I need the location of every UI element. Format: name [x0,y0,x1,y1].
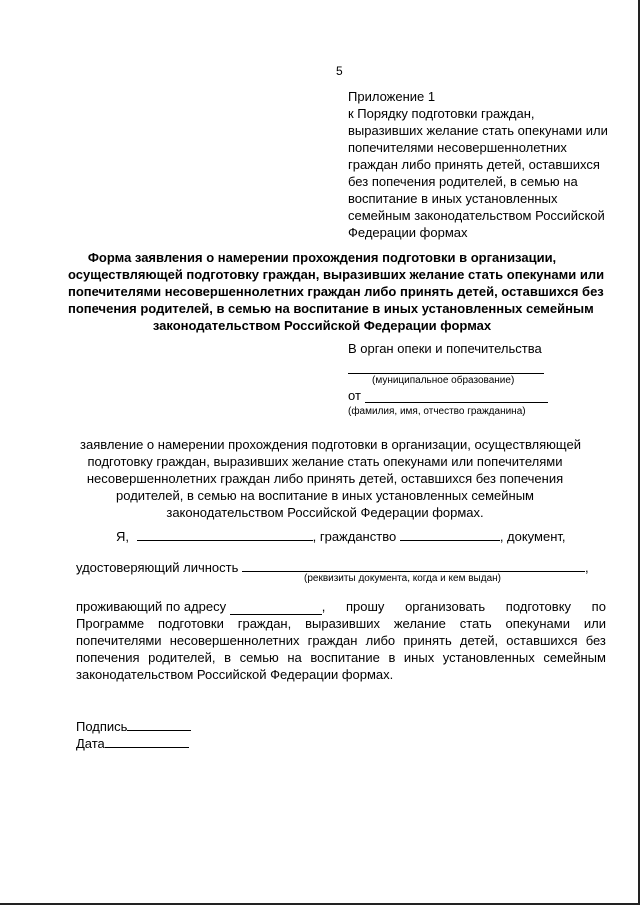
statement-line: заявление о намерении прохождения подготовки в организации, осуществляющей [80,437,581,452]
fio-caption: (фамилия, имя, отчество гражданина) [348,406,526,417]
request-word: проживающий [76,599,163,614]
request-word: стать [459,616,492,631]
date-field[interactable] [105,735,189,748]
signature-row [76,718,191,734]
address-group: проживающий по адресу , [76,599,326,614]
request-line [76,632,606,649]
request-word: детей, [459,633,499,648]
request-word: прошу [345,599,385,614]
request-word: установленных [442,650,535,665]
appendix-line: к Порядку подготовки граждан, [348,106,535,121]
title-line: законодательством Российской Федерации формах [152,318,492,333]
statement-line: законодательством Российской Федерации формах. [166,505,484,520]
id-document-field[interactable] [242,559,585,572]
appendix-line: без попечения родителей, в семью на [348,174,578,189]
request-word: по [591,599,606,614]
request-line [76,649,606,666]
request-word: попечителями [76,633,162,648]
address-field[interactable] [230,602,322,615]
title-line: Форма заявления о намерении прохождения подготовки в организации, [87,250,557,265]
request-word: без [585,633,606,648]
request-word: подготовку [505,599,572,614]
request-word: подготовки [157,616,224,631]
request-line [76,598,606,615]
title-line: попечителями несовершеннолетних граждан либо принять детей, оставшихся без [68,284,604,299]
id-comma: , [585,560,589,575]
request-word: выразивших [305,616,380,631]
applicant-row [116,528,566,544]
request-word: семейным [543,650,606,665]
municipality-field[interactable] [348,356,544,374]
request-word: иных [403,650,435,665]
request-word: на [287,650,302,665]
request-word: оставшихся [506,633,578,648]
request-word: родителей, [148,650,216,665]
applicant-name-field[interactable] [137,528,313,541]
request-word: попечения [76,650,140,665]
title-line: осуществляющей подготовку граждан, выразивших желание стать опекунами или [68,267,605,282]
appendix-line: воспитание в иных установленных [348,191,558,206]
request-paragraph [76,598,606,683]
appendix-line: Федерации формах [348,225,468,240]
municipality-caption: (муниципальное образование) [372,375,515,386]
appendix-line: Приложение 1 [348,89,436,104]
appendix-line: выразивших желание стать опекунами или [348,123,608,138]
signature-field[interactable] [127,718,191,731]
addressee-to: В орган опеки и попечительства [348,341,542,356]
signature-label: Подпись [76,719,128,734]
addressee-block [348,341,548,417]
request-word: в [388,650,396,665]
request-word: семью [239,650,279,665]
doc-caption: (реквизиты документа, когда и кем выдан) [304,573,501,584]
statement-heading [80,436,581,521]
statement-line: несовершеннолетних граждан либо принять детей, оставшихся без попечения [86,471,564,486]
statement-line: родителей, в семью на воспитание в иных установленных семейным [116,488,534,503]
request-word: адресу [183,599,227,614]
request-word: Программе [76,616,145,631]
from-label: от [348,388,361,403]
date-label: Дата [76,736,105,751]
request-line [76,615,606,632]
request-word: несовершеннолетних [169,633,300,648]
request-word: граждан [307,633,358,648]
form-title [68,249,605,334]
document-label: , документ, [499,529,566,544]
appendix-line: семейным законодательством Российской [348,208,605,223]
appendix-line: попечителями несовершеннолетних [348,140,567,155]
request-word: желание [393,616,446,631]
from-row [348,388,548,403]
request-word: опекунами [505,616,570,631]
fio-field[interactable] [365,390,548,403]
request-word: или [583,616,606,631]
request-word: граждан, [237,616,292,631]
page-number: 5 [336,64,343,78]
request-word: организовать [405,599,486,614]
statement-line: подготовку граждан, выразивших желание стать опекунами или попечителями [87,454,563,469]
id-label: удостоверяющий личность [76,560,239,575]
title-line: попечения родителей, в семью на воспитание в иных установленных семейным [68,301,594,316]
request-word: воспитание [310,650,380,665]
date-row [76,735,189,751]
ya-label: Я, [116,529,129,544]
request-word: принять [403,633,452,648]
request-word: в [224,650,231,665]
appendix-line: граждан либо принять детей, оставшихся [348,157,600,172]
citizenship-label: , гражданство [312,529,397,544]
request-word: по [165,599,181,614]
appendix-header [348,88,618,241]
citizenship-field[interactable] [400,528,500,541]
request-line: законодательством Российской Федерации формах. [76,667,394,682]
request-word: либо [365,633,396,648]
